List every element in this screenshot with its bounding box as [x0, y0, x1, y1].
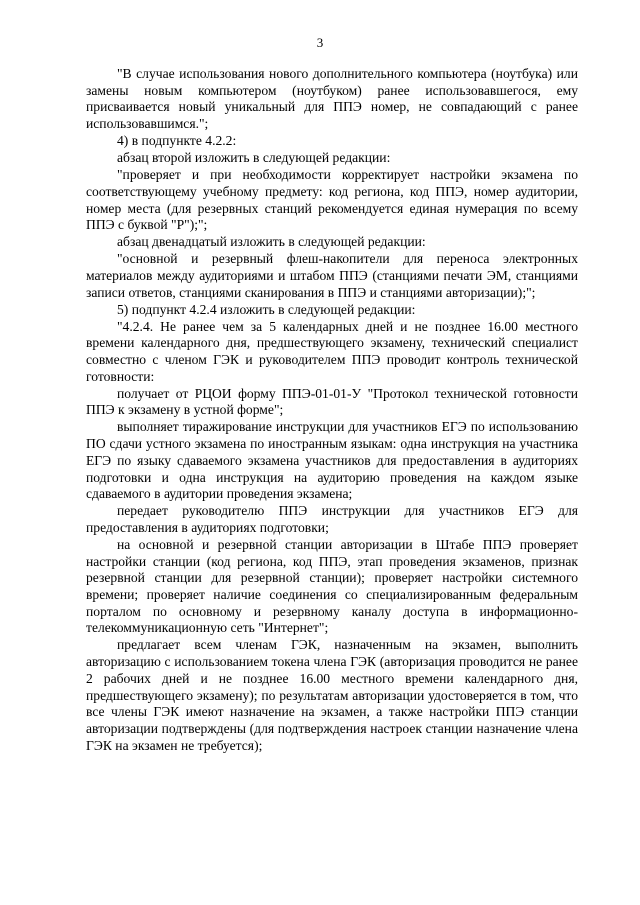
paragraph-item-5: 5) подпункт 4.2.4 изложить в следующей редакции:	[117, 301, 416, 317]
paragraph-receives-form: получает от РЦОИ форму ППЭ-01-01-У "Протокол технической готовности ППЭ к экзамену в устной форме";	[86, 385, 578, 418]
paragraph-checks-settings: "проверяет и при необходимости корректирует настройки экзамена по соответствующему учебному предмету: код региона, код ППЭ, номер аудитории, номер места (для резервных станций рекомендуется единая нумерация по всему ППЭ с буквой "Р");";	[86, 167, 578, 233]
paragraph-4-2-4: "4.2.4. Не ранее чем за 5 календарных дней и не позднее 16.00 местного времени календарного дня, предшествующего экзамену, технический специалист совместно с членом ГЭК и руководителем ППЭ проводит контроль технической готовности:	[86, 318, 578, 384]
paragraph-item-4: 4) в подпункте 4.2.2:	[117, 133, 237, 149]
paragraph-gek-authorization: предлагает всем членам ГЭК, назначенным на экзамен, выполнить авторизацию с использованием токена члена ГЭК (авторизация проводится не ранее 2 рабочих дней и не позднее 16.00 местного времени календарного дня, предшествующего экзамену); по результатам авторизации удостоверяется в том, что все члены ГЭК имеют назначение на экзамен, а также настройки ППЭ станции авторизации подтверждены (для подтверждения настроек станции назначение члена ГЭК на экзамен не требуется);	[86, 637, 578, 753]
paragraph-authorization-station: на основной и резервной станции авторизации в Штабе ППЭ проверяет настройки станции (код региона, код ППЭ, этап проведения экзаменов, признак резервной станции для резервной станции); проверяет настройки системного времени; проверяет наличие соединения со специализированным федеральным порталом по основному и резервному каналу доступа в информационно-телекоммуникационную сеть "Интернет";	[86, 536, 578, 636]
paragraph-hands-instructions: передает руководителю ППЭ инструкции для участников ЕГЭ для предоставления в аудиториях подготовки;	[86, 503, 578, 535]
document-body	[86, 66, 578, 755]
paragraph-second-abzac: абзац второй изложить в следующей редакции:	[117, 150, 391, 166]
paragraph-quote-new-computer: "В случае использования нового дополнительного компьютера (ноутбука) или замены новым компьютером (ноутбуком) ранее использовавшегося, ему присваивается новый уникальный для ППЭ номер, не совпадающий с ранее использовавшимся.";	[86, 66, 578, 132]
paragraph-replicates-instructions: выполняет тиражирование инструкции для участников ЕГЭ по использованию ПО сдачи устного экзамена по иностранным языкам: одна инструкция на участника ЕГЭ по языку сдаваемого экзамена участников для предоставления в аудиториях подготовки и одна инструкция на аудиторию проведения на каждом языке сдаваемого в аудитории проведения экзамена;	[86, 419, 578, 502]
page-number: 3	[316, 35, 324, 50]
paragraph-twelfth-abzac: абзац двенадцатый изложить в следующей редакции:	[117, 234, 426, 250]
paragraph-flash-drives: "основной и резервный флеш-накопители для переноса электронных материалов между аудиториями и штабом ППЭ (станциями печати ЭМ, станциями записи ответов, станциями сканирования в ППЭ и станциями авторизации);";	[86, 251, 578, 300]
